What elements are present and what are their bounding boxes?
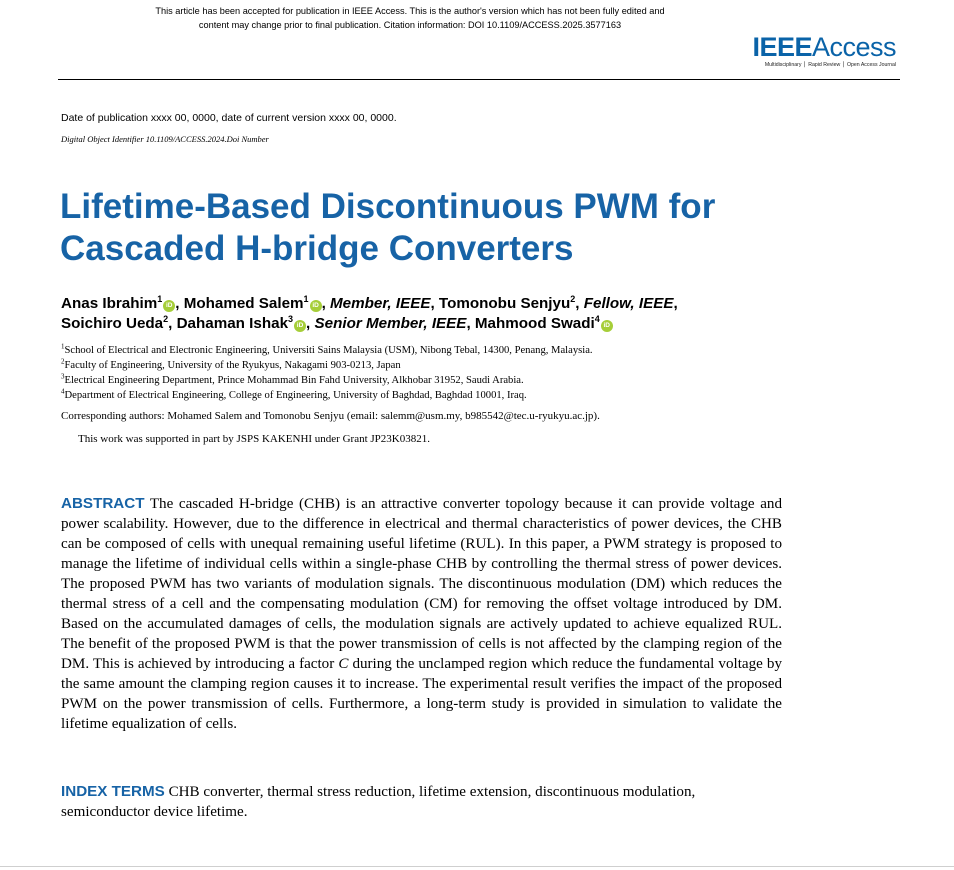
paper-title: [60, 186, 820, 270]
header-rule: [58, 79, 900, 80]
affiliation-item: [61, 388, 593, 403]
abstract-label: ABSTRACT: [61, 495, 145, 512]
orcid-icon[interactable]: iD: [310, 300, 322, 312]
affiliation-item: [61, 373, 593, 388]
author-affil-sup: 3: [288, 313, 294, 324]
affiliations: [61, 343, 593, 403]
abstract-factor: C: [338, 656, 349, 672]
affiliation-sup: 2: [61, 357, 65, 366]
author-name: Anas Ibrahim: [61, 295, 158, 312]
affiliation-text: Department of Electrical Engineering, College of Engineering, University of Baghdad, Baghdad 10001, Iraq.: [64, 390, 527, 401]
author-name: Dahaman Ishak: [176, 315, 289, 332]
author-grade: Fellow, IEEE: [583, 295, 674, 312]
affiliation-text: Faculty of Engineering, University of the Ryukyus, Nakagami 903-0213, Japan: [64, 360, 401, 371]
author-grade: Member, IEEE: [330, 295, 431, 312]
page-bottom-edge: [0, 866, 954, 867]
index-terms: [61, 782, 782, 822]
index-terms-text: CHB converter, thermal stress reduction, lifetime extension, discontinuous modulation, semiconductor device lifetime.: [61, 784, 696, 820]
corresponding-authors: Corresponding authors: Mohamed Salem and Tomonobu Senjyu (email: salemm@usm.my, b985542@tec.u-ryukyu.ac.jp).: [61, 410, 600, 422]
affiliation-text: School of Electrical and Electronic Engineering, Universiti Sains Malaysia (USM), Nibong Tebal, 14300, Penang, Malaysia.: [64, 345, 593, 356]
ieee-access-logo: [752, 33, 896, 68]
orcid-icon[interactable]: iD: [601, 320, 613, 332]
author-name: Mohamed Salem: [183, 295, 304, 312]
affiliation-sup: 3: [61, 372, 65, 381]
abstract-text-1: The cascaded H-bridge (CHB) is an attractive converter topology because it can provide voltage and power scalability. However, due to the difference in electrical and thermal characteristics of power devices, the CHB can be composed of cells with unequal remaining useful lifetime (RUL). In this paper, a PWM strategy is proposed to manage the lifetime of individual cells within a single-phase CHB by controlling the thermal stress of power devices. The proposed PWM has two variants of modulation signals. The discontinuous modulation (DM) which reduces the thermal stress of a cell and the compensating modulation (CM) for removing the offset voltage introduced by DM. Based on the accumulated damages of cells, the modulation signals are actively updated to achieve equalized RUL. The benefit of the proposed PWM is that the power transmission of cells is not affected by the clamping region of the DM. This is achieved by introducing a factor: [61, 496, 782, 672]
abstract: [61, 494, 782, 734]
doi-line: Digital Object Identifier 10.1109/ACCESS.2024.Doi Number: [61, 134, 269, 144]
author-grade: Senior Member, IEEE: [314, 315, 467, 332]
logo-tagline: Multidisciplinary ⎪ Rapid Review ⎪ Open Access Journal: [764, 62, 896, 68]
abstract-text-2: during the unclamped region which reduce the fundamental voltage by the same amount the clamping region causes it to increase. The experimental result verifies the impact of the proposed PWM on the power transmission of cells. Furthermore, a long-term study is provided in simulation to validate the lifetime equalization of cells.: [61, 656, 782, 732]
logo-ieee: IEEE: [752, 32, 812, 62]
author-list: Anas Ibrahim$^1$iD , Mohamed Salem$^1$iD , Member, IEEE, Tomonobu Senjyu$^2$, Fellow, IEEE, Soichiro Ueda$^2$, Dahaman Ishak$^3$iD , Senior Member, IEEE, Mahmood Swadi$^4$iD: [61, 293, 678, 332]
title-line-1: Lifetime-Based Discontinuous PWM for: [60, 187, 716, 226]
acceptance-notice: [150, 4, 670, 32]
title-line-2: Cascaded H-bridge Converters: [60, 229, 574, 268]
affiliation-item: [61, 343, 593, 358]
affiliation-sup: 1: [61, 342, 65, 351]
author-name: Tomonobu Senjyu: [438, 295, 571, 312]
author-affil-sup: 1: [303, 293, 309, 304]
author-affil-sup: 1: [157, 293, 163, 304]
orcid-icon[interactable]: iD: [294, 320, 306, 332]
logo-access: Access: [811, 32, 896, 62]
affiliation-sup: 4: [61, 387, 65, 396]
orcid-icon[interactable]: iD: [163, 300, 175, 312]
affiliation-item: [61, 358, 593, 373]
affiliation-text: Electrical Engineering Department, Prince Mohammad Bin Fahd University, Alkhobar 31952, Saudi Arabia.: [64, 375, 524, 386]
author-name: Mahmood Swadi: [474, 315, 595, 332]
author-affil-sup: 2: [163, 313, 169, 324]
publication-date: Date of publication xxxx 00, 0000, date of current version xxxx 00, 0000.: [61, 112, 397, 124]
notice-line-2: content may change prior to final publication. Citation information: DOI 10.1109/ACCESS.2025.3577163: [198, 20, 622, 30]
author-affil-sup: 2: [570, 293, 576, 304]
author-affil-sup: 4: [594, 313, 600, 324]
funding-note: This work was supported in part by JSPS KAKENHI under Grant JP23K03821.: [78, 433, 430, 445]
notice-line-1: This article has been accepted for publication in IEEE Access. This is the author's version which has not been fully edited and: [155, 6, 665, 16]
index-terms-label: INDEX TERMS: [61, 783, 165, 800]
author-name: Soichiro Ueda: [61, 315, 164, 332]
